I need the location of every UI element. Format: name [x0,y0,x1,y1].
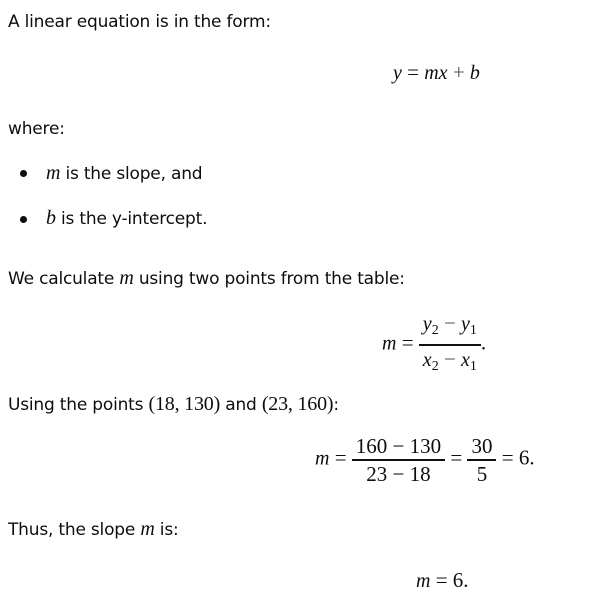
thus-text: Thus, the slope m is: [8,518,179,540]
slope-formula: m = $\frac{y_2 - y_1}{x_2 - x_1}$ . [382,310,486,380]
intro-text: A linear equation is in the form: [8,12,271,32]
bullet-icon [20,216,27,223]
points-text: Using the points (18, 130) and (23, 160): [8,393,339,415]
slope-fraction: $\frac{y_2 - y_1}{x_2 - x_1}$ [419,310,481,380]
slope-computation: m = $\frac{160 - 130}{23 - 18}$ = $\frac{30}{5}$ = 6. [315,434,535,486]
where-label: where: [8,119,65,139]
linear-equation: y = mx + b [393,60,480,84]
calc-text: We calculate m using two points from the table: [8,267,405,289]
list-item-intercept: b is the y-intercept. [46,207,208,229]
bullet-icon [20,170,27,177]
result-equation: m = 6. [416,568,469,592]
list-item-slope: m is the slope, and [46,162,203,184]
